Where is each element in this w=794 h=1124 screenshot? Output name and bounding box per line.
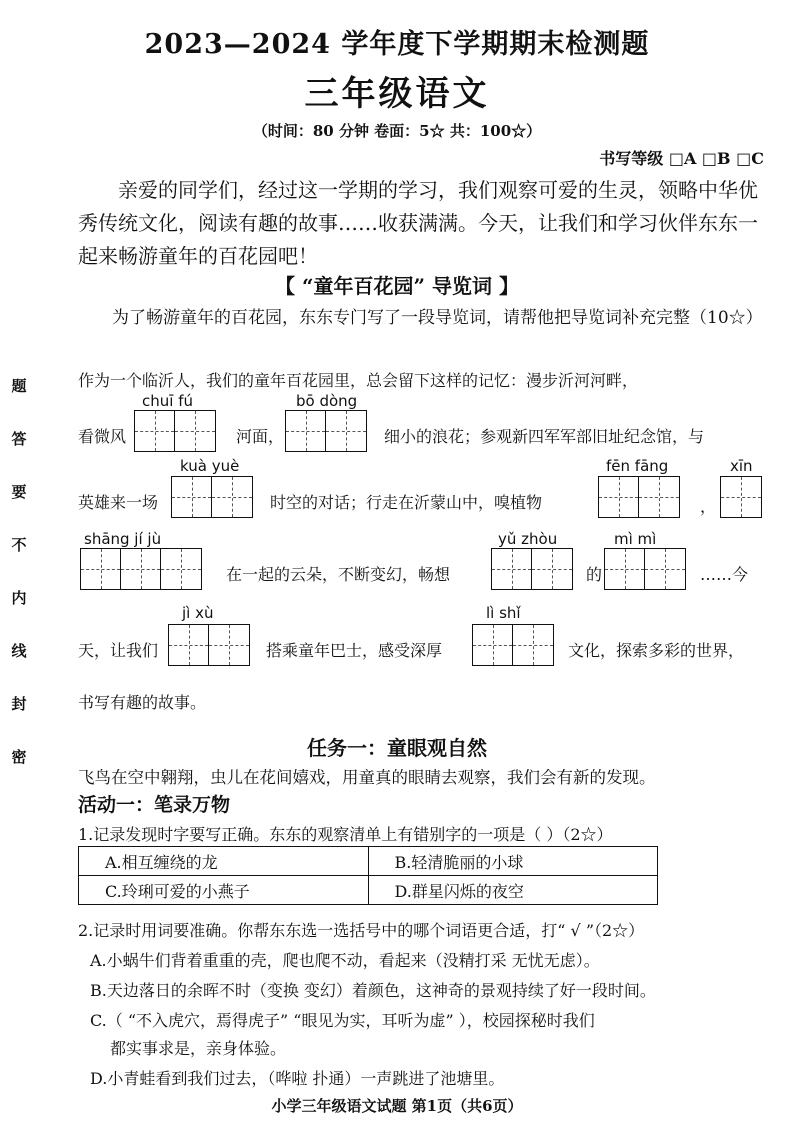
fill-text: 天，让我们 [78, 641, 159, 660]
exam-title: 2023—2024 学年度下学期期末检测题 [144, 29, 650, 60]
fill-text: 英雄来一场 [78, 493, 159, 512]
answer-box-lishi[interactable] [472, 624, 554, 666]
page-footer: 小学三年级语文试题 第1页（共6页） [271, 1097, 523, 1115]
q2-option-c: C.（ “不入虎穴，焉得虎子” “眼见为实，耳听为虚” ），校园探秘时我们 [90, 1011, 595, 1030]
pinyin-lishi: lì shǐ [486, 604, 521, 622]
fill-text: ……今 [700, 565, 749, 584]
section-title: 【 “童年百花园” 导览词 】 [275, 274, 519, 298]
fill-text: ， [700, 497, 717, 516]
subject-title: 三年级语文 [304, 74, 490, 114]
task-title: 任务一：童眼观自然 [307, 736, 487, 760]
option-c[interactable]: C.玲琍可爱的小燕子 [79, 876, 369, 905]
pinyin-mimi: mì mì [614, 530, 657, 548]
answer-box-jixu[interactable] [168, 624, 250, 666]
fill-text: 在一起的云朵，不断变幻，畅想 [226, 565, 451, 584]
q2-option-c-cont: 都实事求是，亲身体验。 [110, 1039, 287, 1058]
question-2: 2.记录时用词要准确。你帮东东选一选括号中的哪个词语更合适，打“ √ ”（2☆） [78, 921, 645, 940]
fill-text: 细小的浪花；参观新四军军部旧址纪念馆，与 [384, 427, 705, 446]
fill-text: 河面， [236, 427, 285, 446]
q2-option-d: D.小青蛙看到我们过去，（哗啦 扑通）一声跳进了池塘里。 [90, 1069, 505, 1088]
side-char: 答 [11, 430, 27, 448]
answer-box-chuifu[interactable] [134, 410, 216, 452]
section-instruction: 为了畅游童年的百花园，东东专门写了一段导览词，请帮他把导览词补充完整（10☆） [112, 308, 763, 328]
question-1: 1.记录发现时字要写正确。东东的观察清单上有错别字的一项是（ ）（2☆） [78, 825, 613, 844]
answer-box-kuayue[interactable] [171, 476, 253, 518]
pinyin-bodong: bō dòng [296, 392, 358, 410]
side-char: 封 [11, 695, 27, 713]
side-margin-text [8, 360, 30, 784]
writing-grade: 书写等级 □A □B □C [599, 149, 764, 168]
fill-line-1: 作为一个临沂人，我们的童年百花园里，总会留下这样的记忆：漫步沂河河畔， [78, 371, 639, 390]
side-char: 内 [11, 589, 27, 607]
pinyin-kuayue: kuà yuè [180, 457, 240, 475]
fill-text: 时空的对话；行走在沂蒙山中，嗅植物 [270, 493, 543, 512]
q2-option-a: A.小蜗牛们背着重重的壳，爬也爬不动，看起来（没精打采 无忧无虑）。 [90, 951, 600, 970]
pinyin-xin: xīn [730, 457, 753, 475]
fill-text: 看微风 [78, 427, 127, 446]
fill-text: 搭乘童年巴士，感受深厚 [266, 641, 443, 660]
fill-text: 文化，探索多彩的世界， [568, 641, 745, 660]
side-char: 密 [11, 748, 27, 766]
pinyin-yuzhou: yǔ zhòu [498, 530, 558, 548]
side-char: 要 [11, 483, 27, 501]
answer-box-fenfang[interactable] [598, 476, 680, 518]
intro-paragraph: 亲爱的同学们，经过这一学期的学习，我们观察可爱的生灵，领略中华优秀传统文化，阅读有趣的故事……收获满满。今天，让我们和学习伙伴东东一起来畅游童年的百花园吧！ [78, 178, 758, 268]
pinyin-fenfang: fēn fāng [606, 457, 669, 475]
q2-option-b: B.天边落日的余晖不时（变换 变幻）着颜色，这神奇的景观持续了好一段时间。 [90, 981, 656, 1000]
option-d[interactable]: D.群星闪烁的夜空 [368, 876, 658, 905]
activity-title: 活动一：笔录万物 [78, 794, 231, 816]
answer-box-bodong[interactable] [285, 410, 367, 452]
pinyin-jixu: jì xù [182, 604, 214, 622]
pinyin-shangjiju: shāng jí jù [84, 530, 162, 548]
answer-box-mimi[interactable] [604, 548, 686, 590]
answer-box-xin[interactable] [720, 476, 762, 518]
side-char: 题 [11, 377, 27, 395]
side-char: 线 [11, 642, 27, 660]
answer-box-yuzhou[interactable] [491, 548, 573, 590]
option-a[interactable]: A.相互缠绕的龙 [79, 847, 369, 876]
task-description: 飞鸟在空中翱翔，虫儿在花间嬉戏，用童真的眼睛去观察，我们会有新的发现。 [78, 768, 656, 787]
side-char: 不 [11, 536, 27, 554]
fill-text: 书写有趣的故事。 [78, 693, 207, 712]
fill-text: 的 [586, 565, 603, 584]
pinyin-chuifu: chuī fú [142, 392, 193, 410]
option-b[interactable]: B.轻清脆丽的小球 [368, 847, 658, 876]
question-1-options [78, 846, 658, 905]
exam-meta: （时间：80 分钟 卷面：5☆ 共：100☆） [252, 122, 542, 140]
answer-box-shangjiju[interactable] [80, 548, 202, 590]
